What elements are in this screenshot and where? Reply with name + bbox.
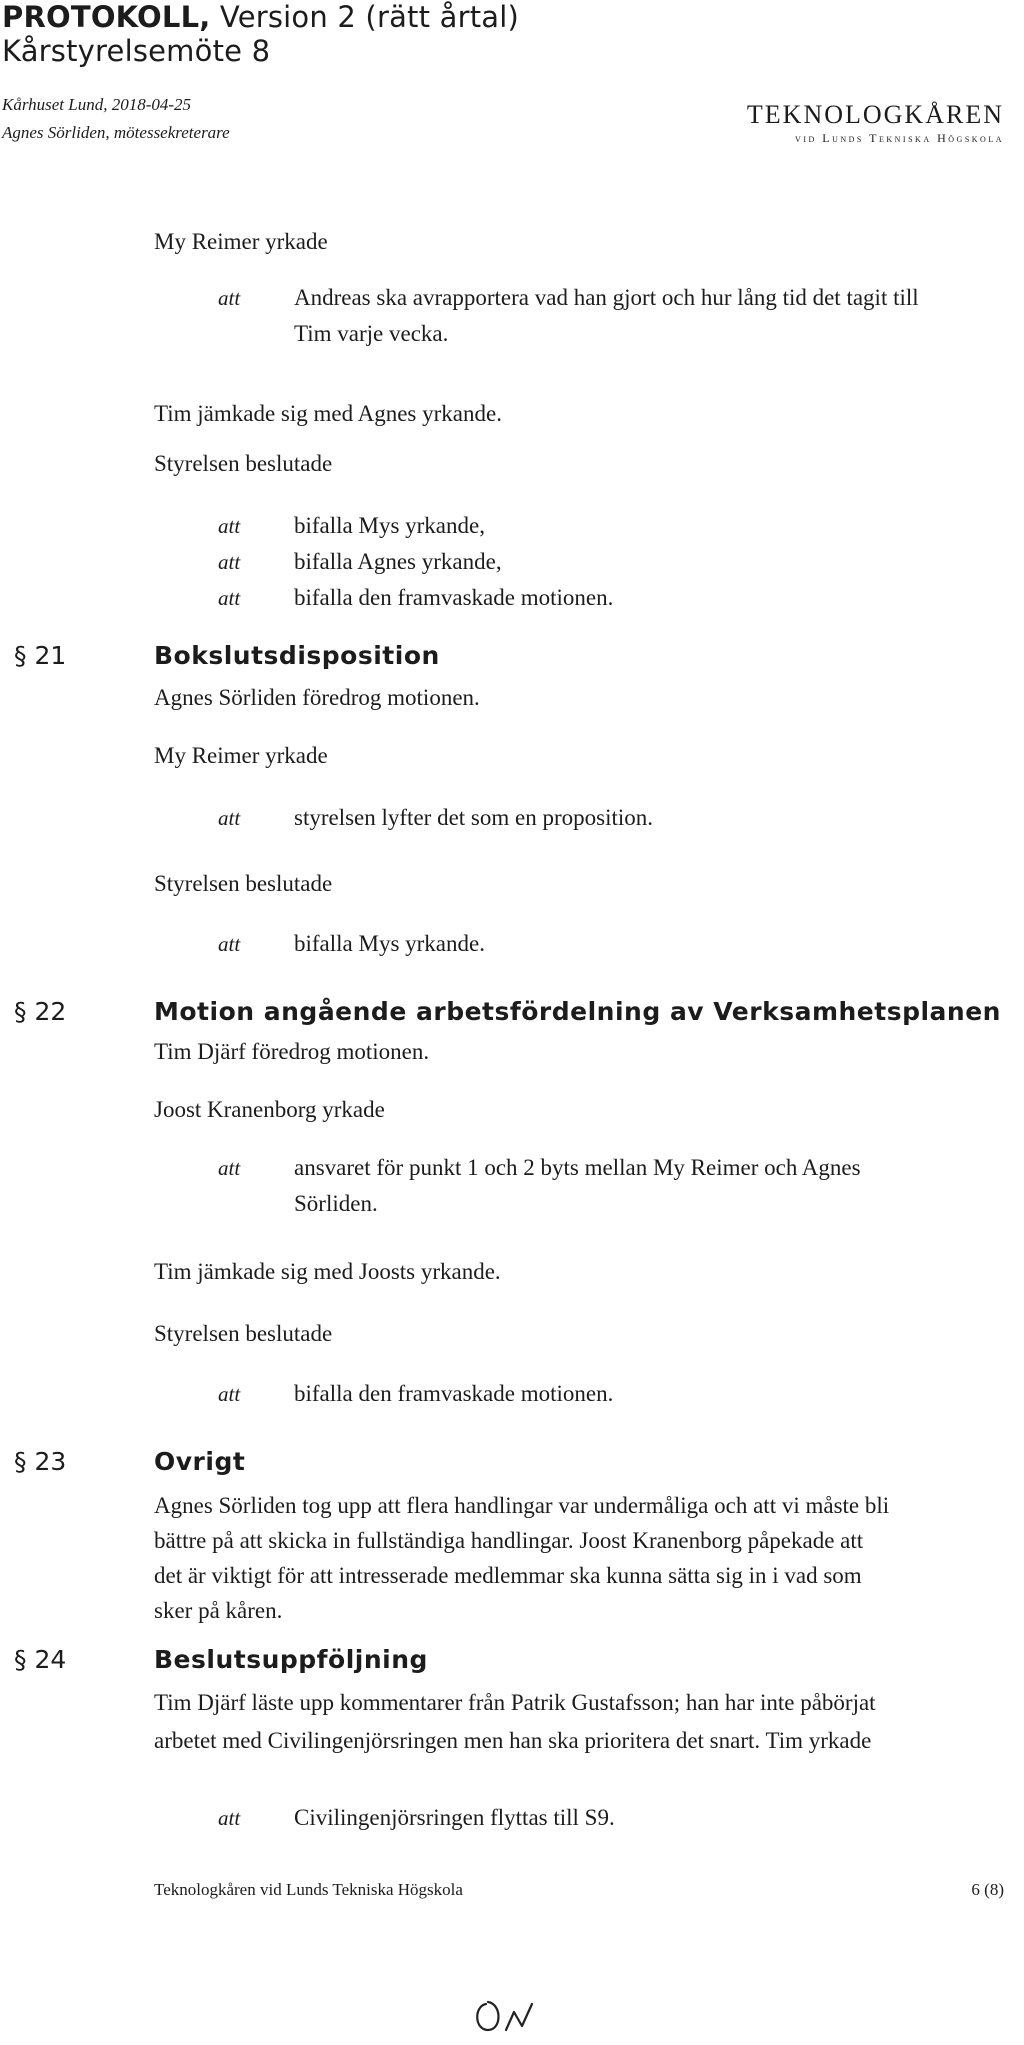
body-line: arbetet med Civilingenjörsringen men han ska prioritera det snart. Tim yrkade [154,1728,872,1753]
section-number: § 21 [14,641,67,670]
att-label: att [218,1156,241,1180]
paragraph: Styrelsen beslutade [154,451,333,476]
section-title: Beslutsuppföljning [154,1645,428,1674]
section-number: § 23 [14,1447,67,1476]
att-label: att [218,286,241,310]
section-number: § 22 [14,997,67,1026]
att-label: att [218,514,241,538]
paragraph: Tim Djärf föredrog motionen. [154,1039,430,1064]
footer-organization: Teknologkåren vid Lunds Tekniska Högskola [154,1880,463,1899]
paragraph: Tim jämkade sig med Joosts yrkande. [154,1259,501,1284]
section-title: Ovrigt [154,1447,246,1476]
section-title: Bokslutsdisposition [154,641,440,670]
paragraph: Agnes Sörliden föredrog motionen. [154,685,480,710]
meeting-secretary: Agnes Sörliden, mötessekreterare [2,123,230,142]
paragraph: Styrelsen beslutade [154,1321,333,1346]
body-line: sker på kåren. [154,1598,283,1623]
motion-text-line: styrelsen lyfter det som en proposition. [294,805,653,830]
decision-text: bifalla Agnes yrkande, [294,549,502,574]
org-subtitle: vid Lunds Tekniska Högskola [795,131,1004,145]
decision-text: bifalla Mys yrkande, [294,513,485,538]
motion-text-line: Andreas ska avrapportera vad han gjort och hur lång tid det tagit till [294,285,919,310]
paragraph: My Reimer yrkade [154,229,328,254]
motion-text-line: Tim varje vecka. [294,321,449,346]
section-number: § 24 [14,1645,67,1674]
paragraph: Joost Kranenborg yrkade [154,1097,385,1122]
decision-text: bifalla den framvaskade motionen. [294,1381,614,1406]
motion-text-line: Civilingenjörsringen flyttas till S9. [294,1805,615,1830]
document-subtitle: Kårstyrelsemöte 8 [2,34,271,68]
att-label: att [218,1382,241,1406]
paragraph: Tim jämkade sig med Agnes yrkande. [154,401,502,426]
section-body [154,1488,889,1628]
att-label: att [218,1806,241,1830]
handwritten-initials-signature [470,1990,560,2040]
body-line: det är viktigt för att intresserade medlemmar ska kunna sätta sig in i vad som [154,1563,862,1588]
att-label: att [218,550,241,574]
document-title: PROTOKOLL, Version 2 (rätt årtal) [2,0,520,34]
decision-text: bifalla Mys yrkande. [294,931,485,956]
paragraph: My Reimer yrkade [154,743,328,768]
body-line: Agnes Sörliden tog upp att flera handlingar var undermåliga och att vi måste bli [154,1493,890,1518]
decision-text: bifalla den framvaskade motionen. [294,585,614,610]
body-line: bättre på att skicka in fullständiga handlingar. Joost Kranenborg påpekade att [154,1528,864,1553]
section-title: Motion angående arbetsfördelning av Verksamhetsplanen [154,997,1001,1026]
org-logo [747,100,1004,146]
motion-text-line: Sörliden. [294,1191,378,1216]
body-line: Tim Djärf läste upp kommentarer från Patrik Gustafsson; han har inte påbörjat [154,1690,876,1715]
att-label: att [218,932,241,956]
paragraph: Styrelsen beslutade [154,871,333,896]
meeting-place-date: Kårhuset Lund, 2018-04-25 [2,95,192,114]
motion-text-line: ansvaret för punkt 1 och 2 byts mellan My Reimer och Agnes [294,1155,861,1180]
org-name: TEKNOLOGKÅREN [746,100,1004,129]
att-label: att [218,806,241,830]
section-body [154,1684,876,1760]
att-label: att [218,586,241,610]
page-number: 6 (8) [971,1880,1004,1899]
